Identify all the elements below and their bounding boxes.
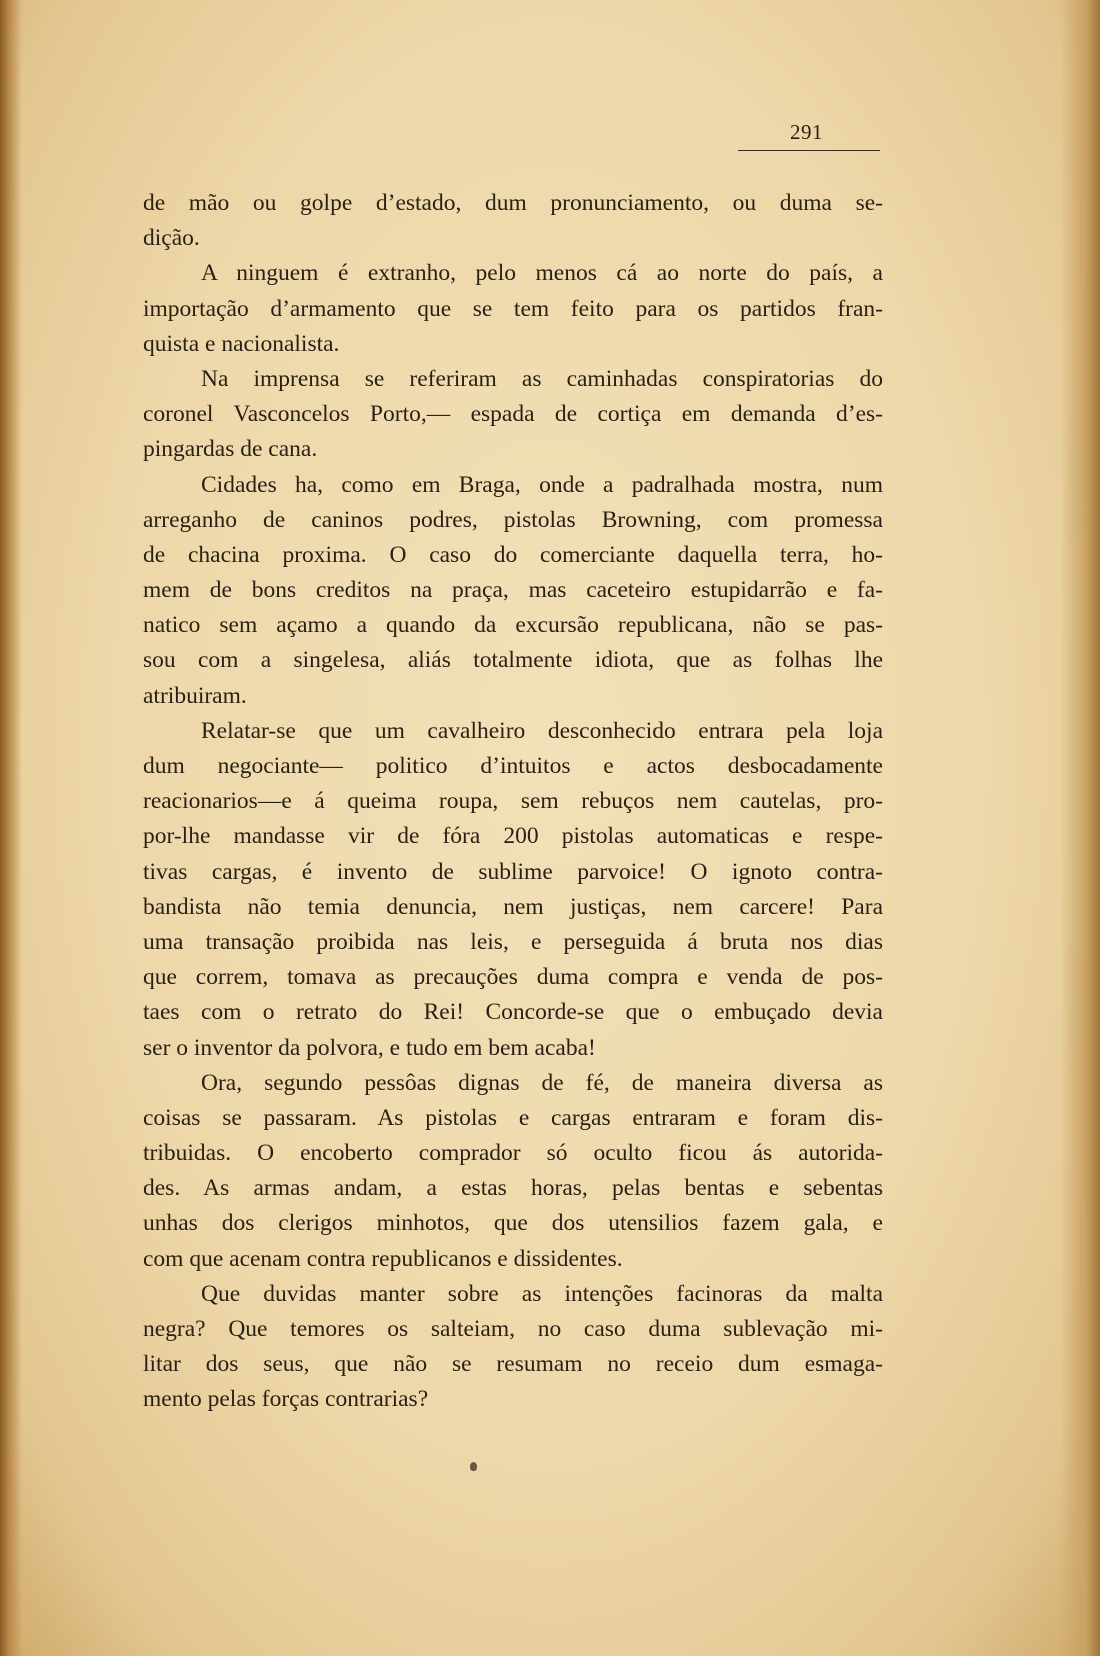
text-line: Que duvidas manter sobre as intenções facinoras da malta	[201, 1280, 883, 1307]
paragraph	[143, 362, 883, 468]
paragraph	[143, 1277, 883, 1418]
text-line: negra? Que temores os salteiam, no caso duma sublevação mi-	[143, 1316, 883, 1342]
text-line: sou com a singelesa, aliás totalmente idiota, que as folhas lhe	[143, 647, 883, 674]
text-line: Cidades ha, como em Braga, onde a padralhada mostra, num	[201, 471, 883, 498]
text-line: atribuiram.	[143, 682, 247, 709]
ink-mark	[470, 1462, 477, 1471]
text-line: dição.	[143, 225, 200, 252]
paragraph	[143, 714, 883, 1066]
header-rule	[738, 150, 880, 151]
text-line: reacionarios—e á queima roupa, sem rebuços nem cautelas, pro-	[143, 788, 883, 815]
body-text	[143, 186, 883, 1418]
text-line: natico sem açamo a quando da excursão republicana, não se pas-	[143, 612, 883, 639]
paragraph	[143, 1066, 883, 1277]
text-line: importação d’armamento que se tem feito para os partidos fran-	[143, 295, 883, 322]
text-line: A ninguem é extranho, pelo menos cá ao norte do país, a	[201, 260, 883, 287]
paragraph	[143, 468, 883, 714]
text-line: que correm, tomava as precauções duma compra e venda de pos-	[143, 964, 883, 991]
text-line: bandista não temia denuncia, nem justiças, nem carcere! Para	[143, 893, 883, 920]
text-line: des. As armas andam, a estas horas, pelas bentas e sebentas	[143, 1175, 883, 1202]
text-line: de chacina proxima. O caso do comerciante daquella terra, ho-	[143, 541, 883, 568]
text-line: com que acenam contra republicanos e dissidentes.	[143, 1245, 623, 1272]
paragraph	[143, 256, 883, 362]
text-line: unhas dos clerigos minhotos, que dos utensilios fazem gala, e	[143, 1210, 883, 1237]
text-line: tivas cargas, é invento de sublime parvoice! O ignoto contra-	[143, 858, 883, 885]
text-line: dum negociante— politico d’intuitos e actos desbocadamente	[143, 753, 883, 779]
text-line: pingardas de cana.	[143, 436, 318, 463]
text-line: Na imprensa se referiram as caminhadas conspiratorias do	[201, 365, 883, 392]
text-line: tribuidas. O encoberto comprador só oculto ficou ás autorida-	[143, 1140, 883, 1167]
text-line: coronel Vasconcelos Porto,— espada de cortiça em demanda d’es-	[143, 401, 883, 428]
text-line: arreganho de caninos podres, pistolas Browning, com promessa	[143, 506, 883, 533]
text-line: litar dos seus, que não se resumam no receio dum esmaga-	[143, 1351, 883, 1378]
text-line: quista e nacionalista.	[143, 330, 340, 357]
text-line: taes com o retrato do Rei! Concorde-se que o embuçado devia	[143, 999, 883, 1026]
text-line: ser o inventor da polvora, e tudo em bem acaba!	[143, 1034, 596, 1061]
text-line: mem de bons creditos na praça, mas caceteiro estupidarrão e fa-	[143, 577, 883, 604]
text-line: de mão ou golpe d’estado, dum pronunciamento, ou duma se-	[143, 190, 883, 216]
text-line: coisas se passaram. As pistolas e cargas entraram e foram dis-	[143, 1104, 883, 1131]
text-line: uma transação proibida nas leis, e perseguida á bruta nos dias	[143, 928, 883, 955]
text-line: Ora, segundo pessôas dignas de fé, de maneira diversa as	[201, 1069, 883, 1096]
text-line: Relatar-se que um cavalheiro desconhecido entrara pela loja	[201, 717, 883, 744]
text-line: mento pelas forças contrarias?	[143, 1386, 429, 1413]
text-line: por-lhe mandasse vir de fóra 200 pistolas automaticas e respe-	[143, 823, 883, 850]
page-number: 291	[790, 120, 823, 144]
paragraph	[143, 186, 883, 256]
